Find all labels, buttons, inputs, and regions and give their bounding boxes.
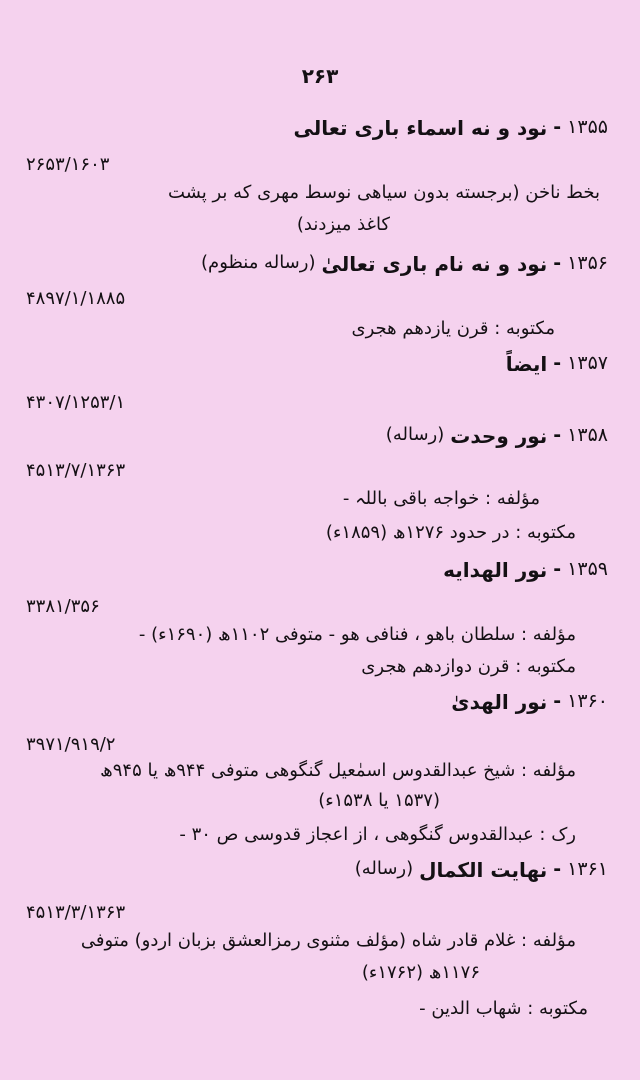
entry-reference-note: رک : عبدالقدوس گنگوهی ، از اعجاز قدوسی ص ۳۰ - — [179, 824, 576, 845]
entry-number: ۱۳۵۹ — [567, 558, 608, 580]
entry-title: نهایت الکمال — [419, 858, 548, 882]
entry-number: ۱۳۶۰ — [567, 690, 608, 712]
entry-title: نور وحدت — [450, 424, 548, 448]
entry-subtitle: (رساله) — [385, 424, 445, 445]
entry-note-line: بخط ناخن (برجسته بدون سیاهی نوسط مهری که بر پشت — [168, 182, 600, 203]
entry-author-line: مؤلفه : سلطان باهو ، فنافی هو - متوفی ۱۱۰۲ھ (۱۶۹۰ء) - — [138, 624, 576, 645]
entry-reference: ۴۸۹۷/۱/۱۸۸۵ — [26, 288, 126, 309]
entry-number: ۱۳۵۶ — [567, 252, 608, 274]
entry-dash: - — [553, 252, 562, 274]
entry-heading-1357 — [506, 352, 608, 376]
entry-number: ۱۳۵۷ — [567, 352, 608, 374]
entry-dash: - — [553, 858, 562, 880]
entry-number: ۱۳۵۸ — [567, 424, 608, 446]
entry-dash: - — [553, 558, 562, 580]
entry-author-line-cont: (۱۵۳۷ یا ۱۵۳۸ء) — [318, 790, 440, 811]
entry-number: ۱۳۶۱ — [567, 858, 608, 880]
entry-scribe-line: مکتوبه : قرن یازدهم هجری — [351, 318, 555, 339]
entry-scribe-line: مکتوبه : شهاب الدین - — [419, 998, 588, 1019]
entry-reference: ۴۵۱۳/۳/۱۳۶۳ — [26, 902, 126, 923]
entry-reference: ۳۳۸۱/۳۵۶ — [26, 596, 100, 617]
entry-heading-1359 — [443, 558, 608, 582]
entry-title: نور الهدایه — [443, 558, 548, 582]
entry-note-line: کاغذ میزدند) — [296, 214, 390, 235]
entry-reference: ۴۳۰۷/۱۲۵۳/۱ — [26, 392, 126, 413]
entry-title: نور الهدیٰ — [451, 690, 548, 714]
entry-subtitle: (رساله) — [354, 858, 414, 879]
entry-author-line: مؤلفه : شیخ عبدالقدوس اسمٰعیل گنگوهی متوفی ۹۴۴ھ یا ۹۴۵ھ — [100, 760, 576, 781]
entry-subtitle: (رساله منظوم) — [201, 252, 316, 273]
entry-dash: - — [553, 116, 562, 138]
entry-author-line-cont: ۱۱۷۶ھ (۱۷۶۲ء) — [361, 962, 480, 983]
entry-heading-1355 — [294, 116, 609, 140]
entry-title: ایضاً — [505, 352, 548, 376]
entry-number: ۱۳۵۵ — [567, 116, 608, 138]
entry-author-line: مؤلفه : خواجه باقی باللہ - — [342, 488, 540, 509]
entry-heading-1360 — [451, 690, 608, 714]
entry-dash: - — [553, 690, 562, 712]
entry-dash: - — [553, 424, 562, 446]
page-number: ۲۶۳ — [301, 64, 339, 88]
entry-heading-1356 — [201, 252, 608, 276]
entry-reference: ۴۵۱۳/۷/۱۳۶۳ — [26, 460, 126, 481]
entry-title: نود و نه اسماء باری تعالی — [293, 116, 548, 140]
entry-dash: - — [553, 352, 562, 374]
entry-reference: ۲۶۵۳/۱۶۰۳ — [26, 154, 110, 175]
entry-author-line: مؤلفه : غلام قادر شاه (مؤلف مثنوی رمزالعشق بزبان اردو) متوفی — [80, 930, 576, 951]
entry-scribe-line: مکتوبه : قرن دوازدهم هجری — [361, 656, 576, 677]
entry-title: نود و نه نام باری تعالیٰ — [321, 252, 548, 276]
entry-reference: ۳۹۷۱/۹۱۹/۲ — [26, 734, 116, 755]
entry-heading-1361 — [355, 858, 608, 882]
entry-heading-1358 — [386, 424, 608, 448]
entry-scribe-line: مکتوبه : در حدود ۱۲۷۶ھ (۱۸۵۹ء) — [325, 522, 576, 543]
